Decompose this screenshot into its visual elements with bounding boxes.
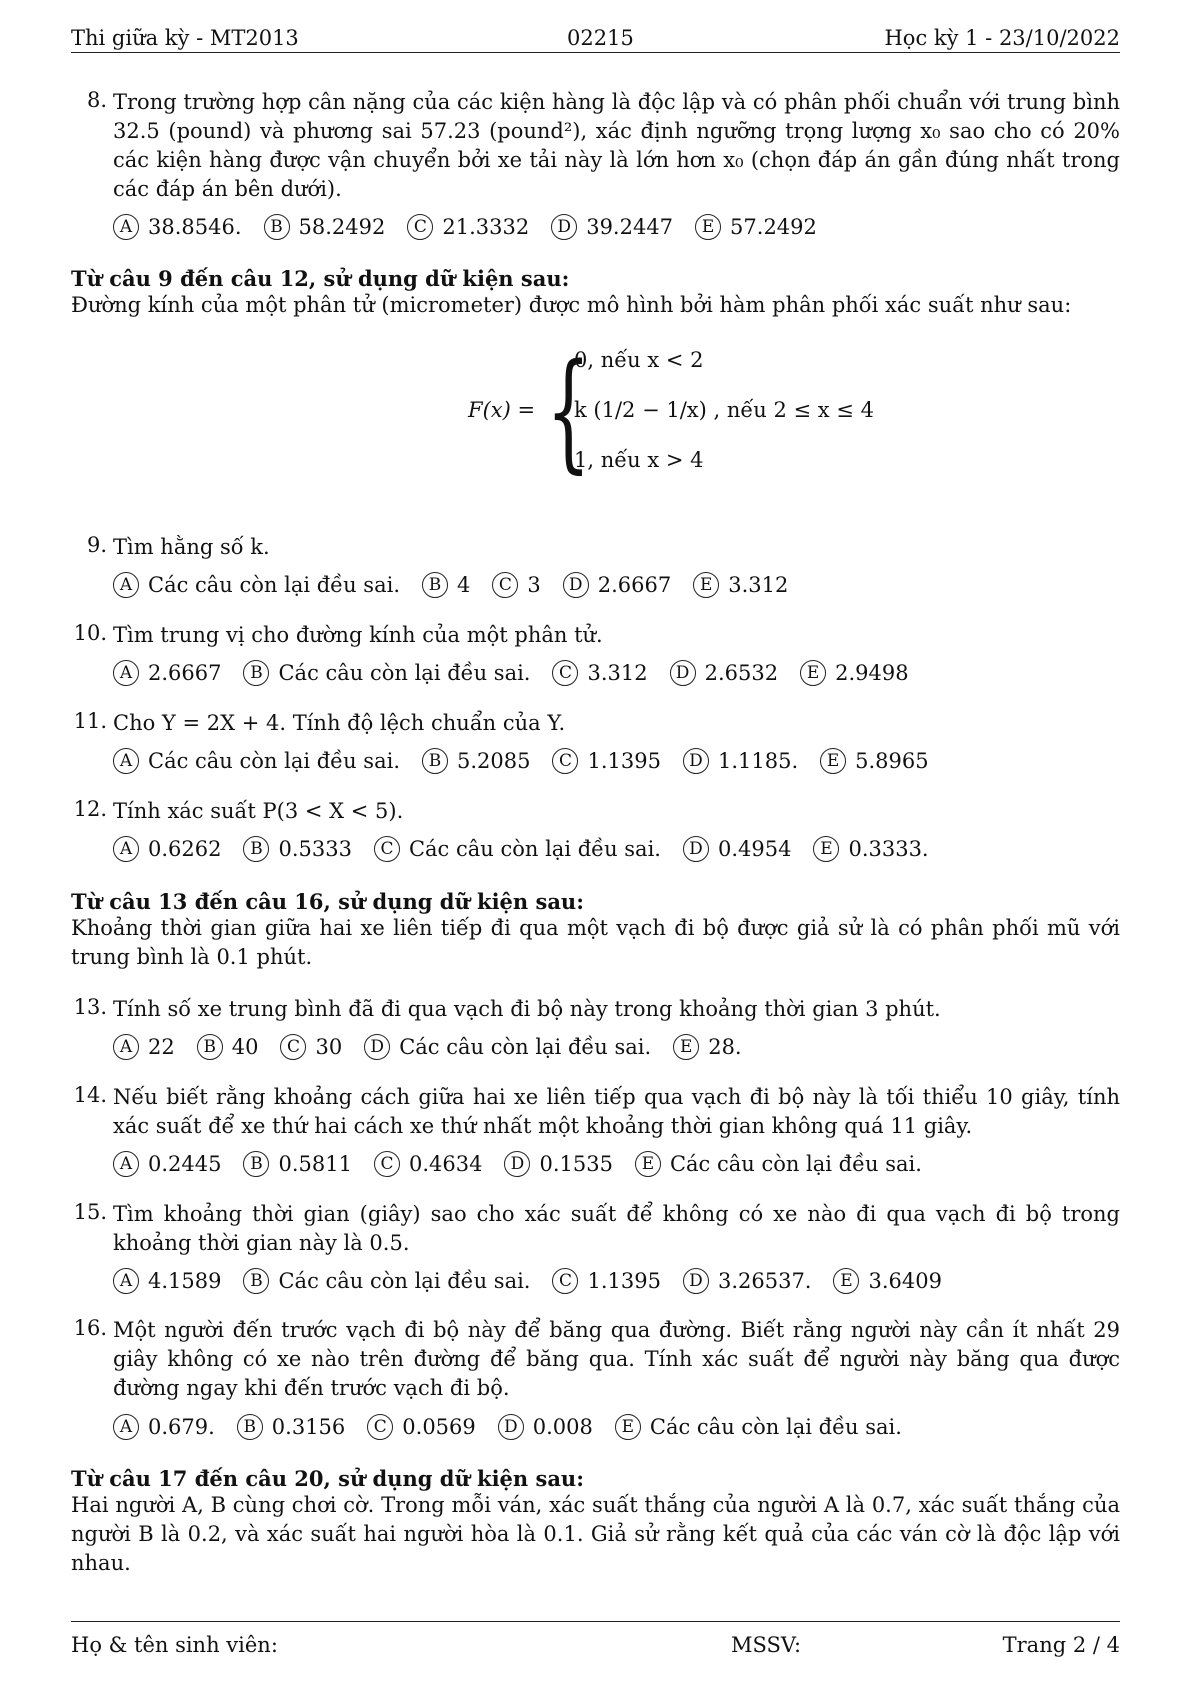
page-footer — [71, 1621, 1120, 1662]
option-text: 39.2447 — [586, 215, 674, 239]
section-9-12 — [71, 266, 1120, 320]
option-letter-circle: C — [407, 214, 433, 240]
q15-options — [113, 1268, 964, 1294]
question-number: 15. — [73, 1200, 107, 1224]
answer-option-b[interactable] — [243, 660, 530, 686]
question-number: 8. — [86, 88, 107, 112]
option-letter-circle: C — [552, 748, 578, 774]
header-exam-code: 02215 — [567, 26, 634, 50]
option-letter-circle: C — [280, 1034, 306, 1060]
option-text: Các câu còn lại đều sai. — [408, 837, 661, 861]
option-text: 1.1185. — [717, 749, 799, 773]
option-text: 0.6262 — [148, 837, 222, 861]
answer-option-d[interactable] — [670, 660, 778, 686]
answer-option-c[interactable] — [407, 214, 529, 240]
answer-option-a[interactable] — [113, 572, 400, 598]
option-letter-circle: D — [551, 214, 577, 240]
option-text: 40 — [231, 1035, 259, 1059]
answer-option-e[interactable] — [800, 660, 908, 686]
option-letter-circle: A — [113, 214, 139, 240]
option-letter-circle: C — [374, 1151, 400, 1177]
answer-option-a[interactable] — [113, 748, 400, 774]
option-letter-circle: B — [243, 1151, 269, 1177]
option-text: 3.312 — [728, 573, 789, 597]
option-text: Các câu còn lại đều sai. — [649, 1415, 902, 1439]
option-letter-circle: A — [113, 660, 139, 686]
question-number: 11. — [73, 709, 107, 733]
option-text: Các câu còn lại đều sai. — [148, 749, 400, 773]
q16-options — [113, 1414, 924, 1440]
question-text: Cho Y = 2X + 4. Tính độ lệch chuẩn của Y. — [113, 711, 566, 735]
option-letter-circle: E — [820, 748, 846, 774]
page-number: Trang 2 / 4 — [1002, 1633, 1120, 1657]
answer-option-c[interactable] — [367, 1414, 475, 1440]
option-letter-circle: D — [504, 1151, 530, 1177]
header-exam-title: Thi giữa kỳ - MT2013 — [71, 26, 299, 50]
option-text: 2.9498 — [835, 661, 909, 685]
answer-option-c[interactable] — [280, 1034, 342, 1060]
option-text: 0.0569 — [402, 1415, 476, 1439]
question-text: Một người đến trước vạch đi bộ này để băng qua đường. Biết rằng người này cần ít nhất 29 giây không có xe nào trên đường để băng qua. Tính xác suất để người này băng qua được đường ngay khi đến trước vạch đi bộ. — [113, 1318, 1120, 1400]
student-id-label: MSSV: — [731, 1633, 802, 1657]
option-text: 0.3156 — [271, 1415, 346, 1439]
option-text: Các câu còn lại đều sai. — [399, 1035, 652, 1059]
option-letter-circle: A — [113, 1414, 139, 1440]
option-letter-circle: D — [498, 1414, 524, 1440]
answer-option-c[interactable] — [492, 572, 540, 598]
answer-option-d[interactable] — [683, 1268, 812, 1294]
section-17-20 — [71, 1466, 1120, 1578]
answer-option-a[interactable] — [113, 1414, 215, 1440]
option-letter-circle: B — [243, 1268, 269, 1294]
option-letter-circle: A — [113, 1034, 139, 1060]
answer-option-b[interactable] — [243, 836, 351, 862]
option-letter-circle: D — [364, 1034, 390, 1060]
option-text: 3.26537. — [717, 1269, 812, 1293]
answer-option-b[interactable] — [237, 1414, 345, 1440]
formula-case-1: 0, nếu x < 2 — [574, 348, 704, 372]
option-letter-circle: C — [374, 836, 400, 862]
option-text: Các câu còn lại đều sai. — [278, 661, 531, 685]
answer-option-c[interactable] — [374, 1151, 482, 1177]
option-letter-circle: D — [563, 572, 589, 598]
question-number: 9. — [86, 533, 107, 557]
option-text: 38.8546. — [148, 215, 242, 239]
option-letter-circle: C — [367, 1414, 393, 1440]
q10-options — [113, 660, 931, 686]
option-letter-circle: A — [113, 1268, 139, 1294]
left-brace-icon: { — [546, 337, 591, 486]
q14-options — [113, 1151, 944, 1177]
answer-option-b[interactable] — [264, 214, 386, 240]
option-text: Các câu còn lại đều sai. — [148, 573, 400, 597]
option-letter-circle: B — [422, 572, 448, 598]
option-letter-circle: A — [113, 572, 139, 598]
option-text: 1.1395 — [587, 1269, 661, 1293]
formula-case-3: 1, nếu x > 4 — [574, 448, 704, 472]
option-letter-circle: D — [670, 660, 696, 686]
answer-option-b[interactable] — [422, 572, 470, 598]
option-text: 21.3332 — [442, 215, 530, 239]
page-header — [71, 26, 1120, 53]
option-letter-circle: E — [673, 1034, 699, 1060]
section-body: Khoảng thời gian giữa hai xe liên tiếp đi qua một vạch đi bộ được giả sử là có phân phối mũ với trung bình là 0.1 phút. — [71, 916, 1120, 969]
answer-option-a[interactable] — [113, 214, 242, 240]
section-title: Từ câu 17 đến câu 20, sử dụng dữ kiện sau: — [71, 1466, 584, 1491]
q13-options — [113, 1034, 764, 1060]
answer-option-a[interactable] — [113, 1034, 175, 1060]
answer-option-c[interactable] — [374, 836, 661, 862]
option-letter-circle: B — [243, 836, 269, 862]
option-letter-circle: E — [615, 1414, 641, 1440]
answer-option-d[interactable] — [551, 214, 673, 240]
q9-options — [113, 572, 810, 598]
section-13-16 — [71, 889, 1120, 972]
answer-option-b[interactable] — [243, 1151, 351, 1177]
answer-option-a[interactable] — [113, 660, 221, 686]
option-letter-circle: C — [552, 660, 578, 686]
option-text: 28. — [708, 1035, 742, 1059]
option-text: 4 — [457, 573, 471, 597]
q8-options — [113, 214, 839, 240]
option-letter-circle: C — [552, 1268, 578, 1294]
answer-option-d[interactable] — [498, 1414, 593, 1440]
q11-options — [113, 748, 951, 774]
header-semester-date: Học kỳ 1 - 23/10/2022 — [884, 26, 1120, 50]
option-letter-circle: B — [237, 1414, 263, 1440]
q12-options — [113, 836, 951, 862]
answer-option-b[interactable] — [243, 1268, 530, 1294]
question-number: 10. — [73, 621, 107, 645]
option-letter-circle: D — [683, 748, 709, 774]
answer-option-a[interactable] — [113, 1151, 221, 1177]
option-letter-circle: B — [422, 748, 448, 774]
answer-option-e[interactable] — [820, 748, 928, 774]
option-letter-circle: B — [243, 660, 269, 686]
option-letter-circle: D — [683, 1268, 709, 1294]
option-letter-circle: D — [683, 836, 709, 862]
option-text: 58.2492 — [298, 215, 386, 239]
formula-lhs: F(x) = — [468, 398, 536, 422]
question-number: 14. — [73, 1083, 107, 1107]
option-text: 22 — [148, 1035, 175, 1059]
answer-option-e[interactable] — [635, 1151, 922, 1177]
option-letter-circle: C — [492, 572, 518, 598]
formula-case-2: k (1/2 − 1/x) , nếu 2 ≤ x ≤ 4 — [574, 398, 874, 422]
answer-option-c[interactable] — [552, 660, 647, 686]
option-text: 0.2445 — [148, 1152, 222, 1176]
answer-option-e[interactable] — [695, 214, 817, 240]
option-letter-circle: A — [113, 836, 139, 862]
answer-option-e[interactable] — [673, 1034, 741, 1060]
option-text: 5.2085 — [457, 749, 531, 773]
option-text: 2.6667 — [148, 661, 222, 685]
option-letter-circle: E — [635, 1151, 661, 1177]
option-text: 3 — [527, 573, 541, 597]
answer-option-e[interactable] — [813, 836, 928, 862]
question-text: Trong trường hợp cân nặng của các kiện hàng là độc lập và có phân phối chuẩn với trung bình 32.5 (pound) và phương sai 57.23 (pound²), xác định ngưỡng trọng lượng x₀ sao cho có 20% các kiện hàng được vận chuyển bởi xe tải này là lớn hơn x₀ (chọn đáp án gần đúng nhất trong các đáp án bên dưới). — [113, 90, 1120, 201]
question-text: Tính số xe trung bình đã đi qua vạch đi bộ này trong khoảng thời gian 3 phút. — [113, 997, 941, 1021]
answer-option-c[interactable] — [552, 748, 660, 774]
option-text: 1.1395 — [587, 749, 661, 773]
answer-option-a[interactable] — [113, 836, 221, 862]
answer-option-d[interactable] — [683, 836, 791, 862]
option-text: 0.4954 — [717, 837, 792, 861]
option-letter-circle: E — [833, 1268, 859, 1294]
option-text: 4.1589 — [148, 1269, 222, 1293]
answer-option-d[interactable] — [364, 1034, 651, 1060]
section-body: Hai người A, B cùng chơi cờ. Trong mỗi ván, xác suất thắng của người A là 0.7, xác suất thắng của người B là 0.2, và xác suất hai người hòa là 0.1. Giả sử rằng kết quả của các ván cờ là độc lập với nhau. — [71, 1493, 1120, 1575]
question-text: Tìm hằng số k. — [113, 535, 270, 559]
answer-option-b[interactable] — [422, 748, 530, 774]
option-letter-circle: E — [695, 214, 721, 240]
option-text: 0.679. — [148, 1415, 215, 1439]
option-text: Các câu còn lại đều sai. — [669, 1152, 922, 1176]
section-body: Đường kính của một phân tử (micrometer) được mô hình bởi hàm phân phối xác suất như sau: — [71, 293, 1072, 317]
exam-page — [71, 0, 1120, 1684]
answer-option-e[interactable] — [693, 572, 788, 598]
option-text: 2.6532 — [704, 661, 779, 685]
answer-option-e[interactable] — [615, 1414, 902, 1440]
option-letter-circle: A — [113, 1151, 139, 1177]
option-letter-circle: E — [813, 836, 839, 862]
option-letter-circle: E — [800, 660, 826, 686]
section-title: Từ câu 9 đến câu 12, sử dụng dữ kiện sau: — [71, 266, 570, 291]
option-text: 0.1535 — [539, 1152, 613, 1176]
option-text: 3.6409 — [868, 1269, 942, 1293]
question-number: 12. — [73, 797, 107, 821]
section-title: Từ câu 13 đến câu 16, sử dụng dữ kiện sau: — [71, 889, 584, 914]
question-number: 16. — [73, 1316, 107, 1340]
question-number: 13. — [73, 995, 107, 1019]
student-name-label: Họ & tên sinh viên: — [71, 1633, 278, 1657]
option-text: 57.2492 — [730, 215, 817, 239]
option-letter-circle: B — [264, 214, 290, 240]
option-letter-circle: A — [113, 748, 139, 774]
answer-option-e[interactable] — [833, 1268, 941, 1294]
answer-option-b[interactable] — [197, 1034, 259, 1060]
answer-option-c[interactable] — [552, 1268, 660, 1294]
option-text: 5.8965 — [855, 749, 929, 773]
option-text: 30 — [315, 1035, 343, 1059]
answer-option-a[interactable] — [113, 1268, 221, 1294]
option-letter-circle: B — [197, 1034, 223, 1060]
option-text: 0.008 — [532, 1415, 593, 1439]
question-text: Tính xác suất P(3 < X < 5). — [113, 799, 404, 823]
option-text: 0.5333 — [278, 837, 352, 861]
answer-option-d[interactable] — [563, 572, 671, 598]
cdf-formula — [396, 337, 896, 486]
option-text: 0.4634 — [408, 1152, 483, 1176]
question-text: Tìm trung vị cho đường kính của một phân tử. — [113, 623, 603, 647]
question-text: Tìm khoảng thời gian (giây) sao cho xác suất để không có xe nào đi qua vạch đi bộ trong khoảng thời gian này là 0.5. — [113, 1202, 1120, 1255]
option-text: 0.3333. — [848, 837, 929, 861]
answer-option-d[interactable] — [683, 748, 798, 774]
option-text: 0.5811 — [278, 1152, 352, 1176]
question-text: Nếu biết rằng khoảng cách giữa hai xe liên tiếp qua vạch đi bộ này là tối thiểu 10 giây, tính xác suất để xe thứ hai cách xe thứ nhất một khoảng thời gian không quá 11 giây. — [113, 1085, 1120, 1138]
option-text: 3.312 — [587, 661, 648, 685]
option-letter-circle: E — [693, 572, 719, 598]
answer-option-d[interactable] — [504, 1151, 612, 1177]
option-text: Các câu còn lại đều sai. — [278, 1269, 531, 1293]
option-text: 2.6667 — [597, 573, 672, 597]
